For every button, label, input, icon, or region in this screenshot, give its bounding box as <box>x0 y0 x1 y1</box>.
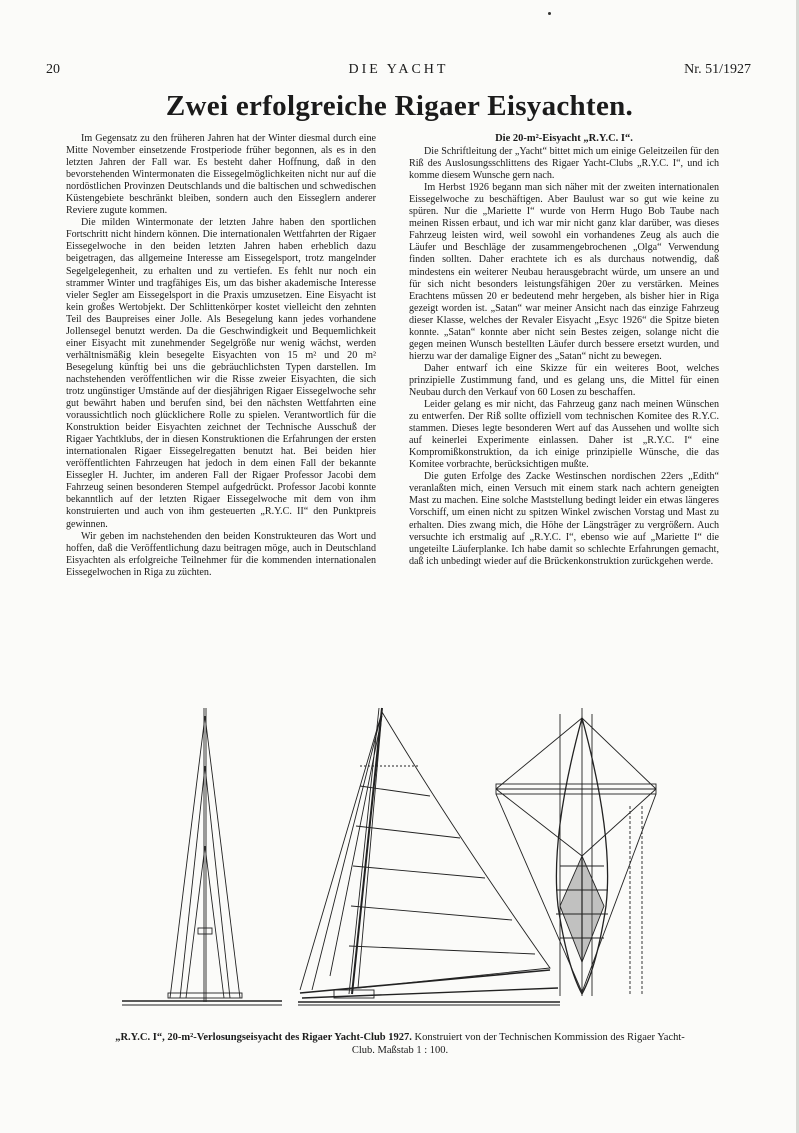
print-speck <box>548 12 551 15</box>
front-view-drawing <box>122 708 282 1005</box>
caption-text: Konstruiert von der Technischen Kommission des Rigaer Yacht-Club. Maßstab 1 : 100. <box>351 1032 685 1056</box>
paragraph: Die milden Wintermonate der letzten Jahre haben den sportlichen Fortschritt nicht hindern können. Die internationalen Wettfahrten der Rigaer Eissegelwoche in den beiden letzten Jahren haben erheblich dazu beigetragen, das allgemeine Interesse am Eissegelsport, trotz mangelnder Segelgelegenheit, zu erhalten und zu vertiefen. Es fehlt nur noch ein strammer Winter und tragfähiges Eis, um das bisher akademische Interesse vieler Segler am Eissegelsport in die Praxis umzusetzen. Eine Eisyacht ist kein großes Wertobjekt. Der Schlittenkörper kostet vielleicht den zehnten Teil des Baupreises einer Jolle. Als Besegelung kann jedes vorhandene Jollensegel benutzt werden. Da die Geschwindigkeit und Bequemlichkeit einer Eisyacht mit zunehmender Segelgröße nur wenig wächst, werden verhältnismäßig klein besegelte Eisyachten von 15 m² und 20 m² Besegelung künftig bei uns die gebräuchlichsten Typen darstellen. Im nachstehenden veröffentlichen wir die Risse zweier Eisyachten, die sich trotz ungünstiger Umstände auf der diesjährigen Rigaer Eissegelwoche sehr gut bewährt haben und berufen sind, bei den nächsten Wettfahrten eine voraussichtlich noch glücklichere Rolle zu spielen. Verantwortlich für die Konstruktion beider Eisyachten zeichnet der Technische Ausschuß der Rigaer Yachtklubs, der in diesen Konstruktionen die Erfahrungen der ersten internationalen Rigaer Eissegelregatten benutzt hat. Bei beiden hier veröffentlichten Fahrzeugen hat jedoch in dem einen Fall der bekannte Eissegler H. Juchter, im anderen Fall der Rigaer Professor Jacobi dem Fahrzeug seinen besonderen Stempel aufgedrückt. Professor Jacobi konnte bekanntlich auf der letzten Rigaer Eissegelwoche mit dem von ihm konstruierten und auch von ihm gesteuerten „R.Y.C. II“ den Punktpreis gewinnen. <box>66 217 376 530</box>
article-title: Zwei erfolgreiche Rigaer Eisyachten. <box>165 90 634 122</box>
page-header <box>46 62 751 82</box>
paragraph: Leider gelang es mir nicht, das Fahrzeug ganz nach meinen Wünschen zu entwerfen. Der Riß sollte offiziell vom technischen Komitee des R.Y.C. stammen. Dieses legte besonderen Wert auf das Aussehen und wollte sich auf keinerlei Experimente einlassen. Daher ist „R.Y.C. I“ eine Kompromißkonstruktion, da ich einige prinzipielle Wünsche, die das Komitee vorbrachte, berücksichtigen mußte. <box>409 399 719 471</box>
left-column <box>66 133 376 579</box>
paragraph: Die guten Erfolge des Zacke Westinschen nordischen 22ers „Edith“ veranlaßten mich, einen Versuch mit einem stark nach achtern geneigten Mast zu machen. Eine solche Maststellung bedingt leider ein etwas längeres Vorschiff, um einen nicht zu spitzen Winkel zwischen Vorstag und Mast zu erhalten. Dies zwang mich, die Höhe der Längsträger zu vergrößern. Auch versuchte ich erstmalig auf „R.Y.C. I“, ebenso wie auf „Mariette I“ die ungeteilte Läuferplanke. Ich habe damit so schlechte Erfahrungen gemacht, daß ich unbedingt wieder auf die Brückenkonstruktion zurückgehen werde. <box>409 471 719 567</box>
figure-caption <box>110 1031 690 1057</box>
paragraph: Wir geben im nachstehenden den beiden Konstrukteuren das Wort und hoffen, daß die Veröffentlichung dazu beitragen möge, auch in Deutschland Eisyachten als erfolgreiche Teilnehmer für die kommenden internationalen Eissegelwochen in Riga zu züchten. <box>66 530 376 578</box>
plan-view-drawing <box>496 708 656 996</box>
paragraph: Daher entwarf ich eine Skizze für ein weiteres Boot, welches prinzipielle Zustimmung fand, und es gelang uns, die Mittel für einen Neubau durch den Verkauf von 60 Losen zu beschaffen. <box>409 362 719 398</box>
paragraph: Im Herbst 1926 begann man sich näher mit der zweiten internationalen Eissegelwoche zu beschäftigen. Aber Baulust war so gut wie keine zu spüren. Nur die „Mariette I“ wurde von Herrn Hugo Bob Taube nach meinen Rissen erbaut, und ich war mir nicht ganz klar darüber, was dieses Fahrzeug leisten wird, weil sowohl ein vorhandenes Zeug als auch die Läufer und Beschläge der zusammengebrochenen „Olga“ Verwendung finden sollten. Daher erachtete ich es als durchaus notwendig, daß mindestens ein weiterer Neubau herausgebracht würde, um unsere an und für sich nicht besonders leistungsfähigen 20er zu verstärken. Meines Erachtens müssen 20 er bedeutend mehr hergeben, als bisher hier in Riga gezeigt worden ist. „Satan“ war meiner Ansicht nach das einzige Fahrzeug dieser Klasse, welches der Revaler Eisyacht „Esyc 1926“ die Spitze bieten konnte. „Satan“ konnte aber nicht sein Bestes zeigen, solange nicht die gegen meinen Wunsch bestellten Läufer durch bessere ersetzt wurden, und hierzu war der damalige Eigner des „Satan“ nicht zu bewegen. <box>409 182 719 362</box>
side-view-drawing <box>298 708 560 1005</box>
iceyacht-drawing <box>120 706 680 1014</box>
magazine-name: DIE YACHT <box>348 62 449 77</box>
issue-number: Nr. 51/1927 <box>684 62 751 77</box>
paragraph: Im Gegensatz zu den früheren Jahren hat der Winter diesmal durch eine Mitte November einsetzende Frostperiode früher begonnen, als es in den letzten Jahren der Fall war. Es besteht daher Hoffnung, daß in den bevorstehenden Wintermonaten die Eissegelmöglichkeiten nicht nur auf die nordöstlichen Provinzen Deutschlands und die baltischen und schwedischen Küstengebiete beschränkt bleiben, sondern auch den Eisseglern anderer Reviere zugute kommen. <box>66 133 376 217</box>
section-heading: Die 20-m²-Eisyacht „R.Y.C. I“. <box>495 133 633 144</box>
right-column <box>409 133 719 568</box>
page-number: 20 <box>46 62 60 77</box>
caption-bold: „R.Y.C. I“, 20-m²-Verlosungseisyacht des Rigaer Yacht-Club 1927. <box>115 1032 412 1043</box>
paragraph: Die Schriftleitung der „Yacht“ bittet mich um einige Geleitzeilen für den Riß des Auslosungsschlittens des Rigaer Yacht-Clubs „R.Y.C. I“, und ich komme diesem Wunsche gern nach. <box>409 146 719 182</box>
